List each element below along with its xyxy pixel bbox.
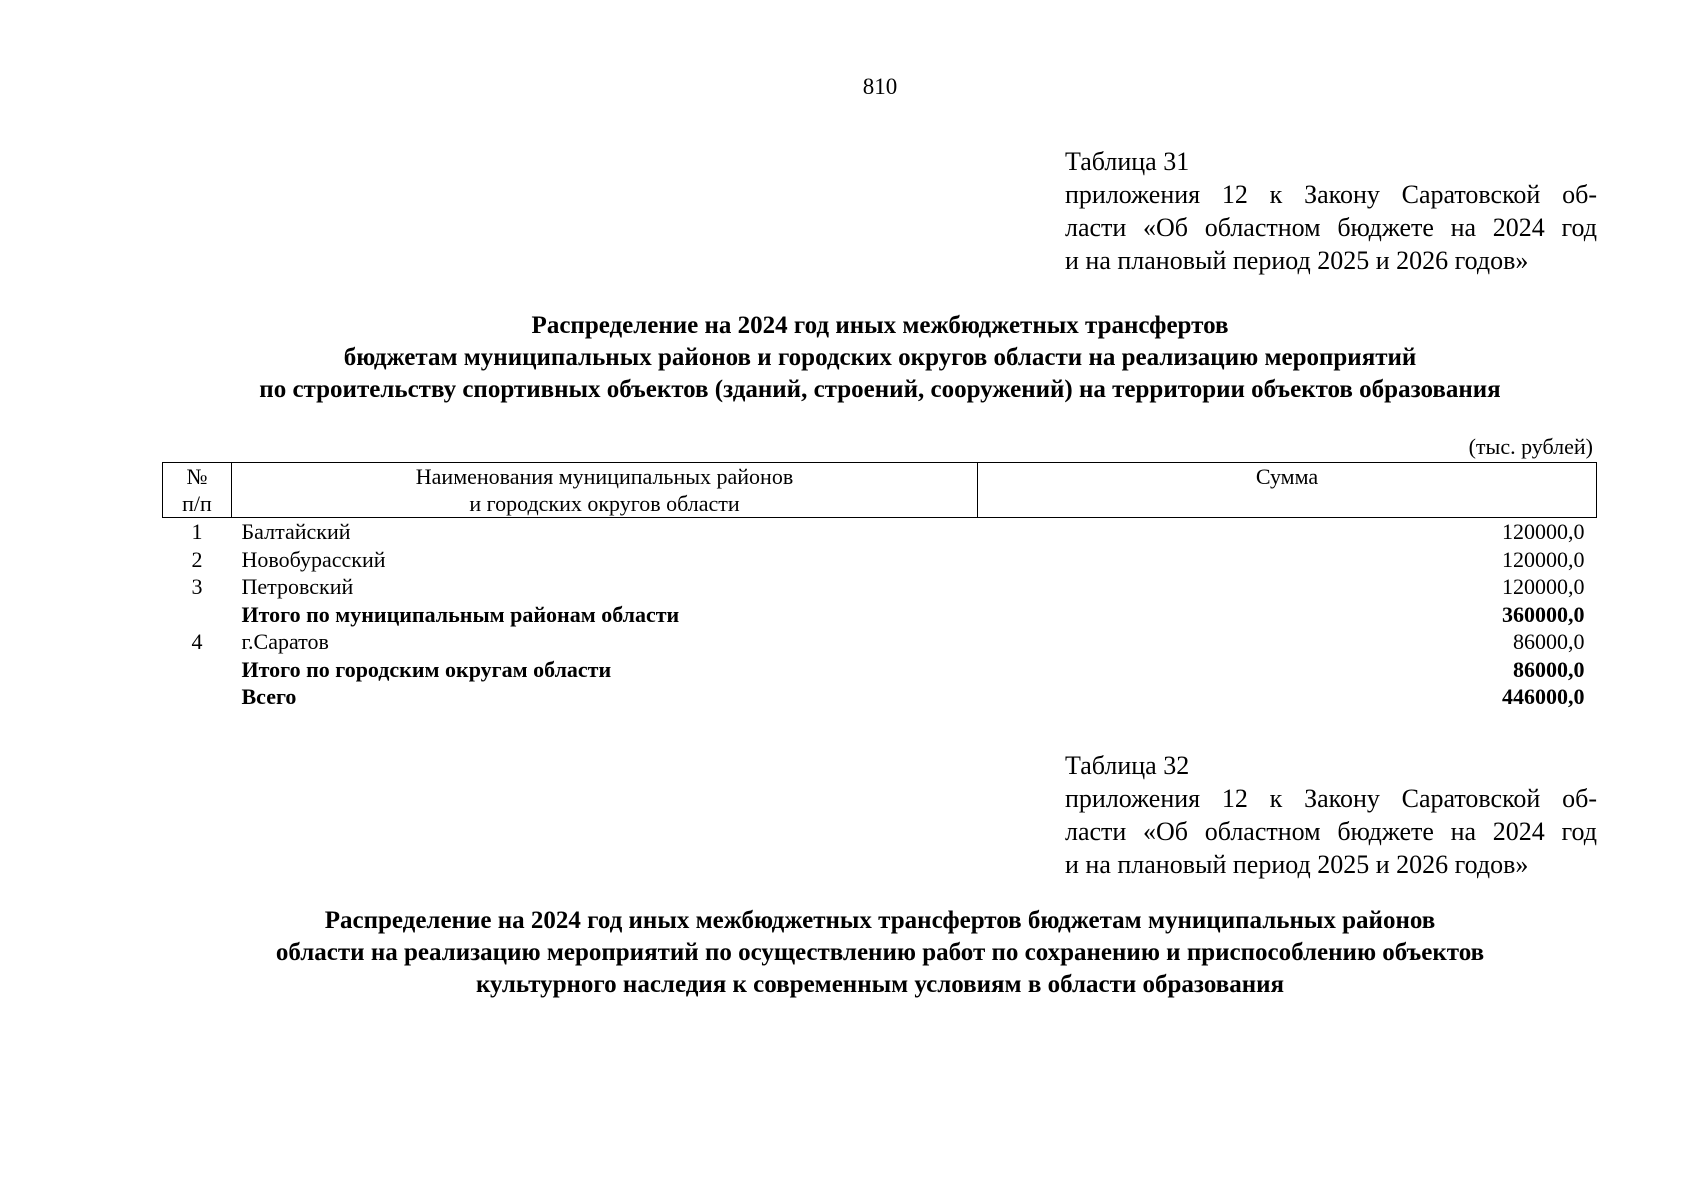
table-total-row: [163, 656, 1597, 684]
caption-title: Таблица 32: [1065, 751, 1190, 780]
header-number-line1: №: [186, 464, 208, 489]
row-sum: 120000,0: [1502, 519, 1585, 544]
table-header-row: [163, 463, 1597, 518]
row-sum: 360000,0: [1502, 601, 1585, 627]
row-number: 4: [191, 629, 203, 654]
row-sum: 446000,0: [1502, 684, 1585, 709]
row-name: Новобурасский: [241, 546, 386, 572]
row-number: 2: [191, 546, 203, 572]
caption-line: ласти «Об областном бюджете на 2024 год: [1065, 213, 1597, 242]
row-name: Балтайский: [241, 519, 351, 544]
table-total-row: [163, 683, 1597, 711]
allocation-table: [162, 462, 1597, 711]
header-number-line2: п/п: [182, 491, 212, 516]
row-name: г.Саратов: [241, 629, 329, 654]
row-name: Всего: [241, 684, 297, 709]
row-sum: 86000,0: [1513, 629, 1585, 654]
table-31-caption: [1065, 145, 1597, 277]
caption-title: Таблица 31: [1065, 147, 1190, 176]
header-name-line1: Наименования муниципальных районов: [415, 464, 794, 489]
row-number: [163, 656, 232, 684]
caption-line: и на плановый период 2025 и 2026 годов»: [1065, 850, 1529, 879]
header-name-line2: и городских округов области: [469, 491, 740, 516]
table-31-title: [160, 310, 1600, 406]
caption-line: ласти «Об областном бюджете на 2024 год: [1065, 817, 1597, 846]
table-32-title: [160, 905, 1600, 1001]
row-sum: 86000,0: [1513, 656, 1585, 682]
page-number: 810: [862, 74, 898, 99]
caption-line: и на плановый период 2025 и 2026 годов»: [1065, 246, 1529, 275]
row-name: Петровский: [241, 574, 354, 599]
row-name: Итого по городским округам области: [241, 656, 612, 682]
table-row: [163, 546, 1597, 574]
row-number: 3: [191, 574, 203, 599]
caption-line: приложения 12 к Закону Саратовской об-: [1065, 784, 1597, 813]
units-note: (тыс. рублей): [1468, 434, 1593, 459]
title-line: бюджетам муниципальных районов и городских округов области на реализацию мероприятий: [343, 344, 1417, 371]
title-line: области на реализацию мероприятий по осуществлению работ по сохранению и приспособлению объектов: [275, 939, 1485, 966]
header-sum: Сумма: [978, 463, 1597, 518]
title-line: по строительству спортивных объектов (зданий, строений, сооружений) на территории объектов образования: [259, 376, 1501, 403]
caption-line: приложения 12 к Закону Саратовской об-: [1065, 180, 1597, 209]
row-number: [163, 601, 232, 629]
row-name: Итого по муниципальным районам области: [241, 601, 680, 627]
table-row: [163, 628, 1597, 656]
header-name: [232, 463, 978, 518]
table-32-caption: [1065, 749, 1597, 881]
table-row: [163, 573, 1597, 601]
title-line: Распределение на 2024 год иных межбюджетных трансфертов: [531, 312, 1229, 339]
table-row: [163, 518, 1597, 546]
title-line: культурного наследия к современным условиям в области образования: [475, 971, 1285, 998]
row-sum: 120000,0: [1502, 574, 1585, 599]
row-number: 1: [191, 519, 203, 544]
title-line: Распределение на 2024 год иных межбюджетных трансфертов бюджетам муниципальных районов: [324, 907, 1436, 934]
table-total-row: [163, 601, 1597, 629]
header-number: [163, 463, 232, 518]
row-sum: 120000,0: [1502, 546, 1585, 572]
row-number: [163, 683, 232, 711]
